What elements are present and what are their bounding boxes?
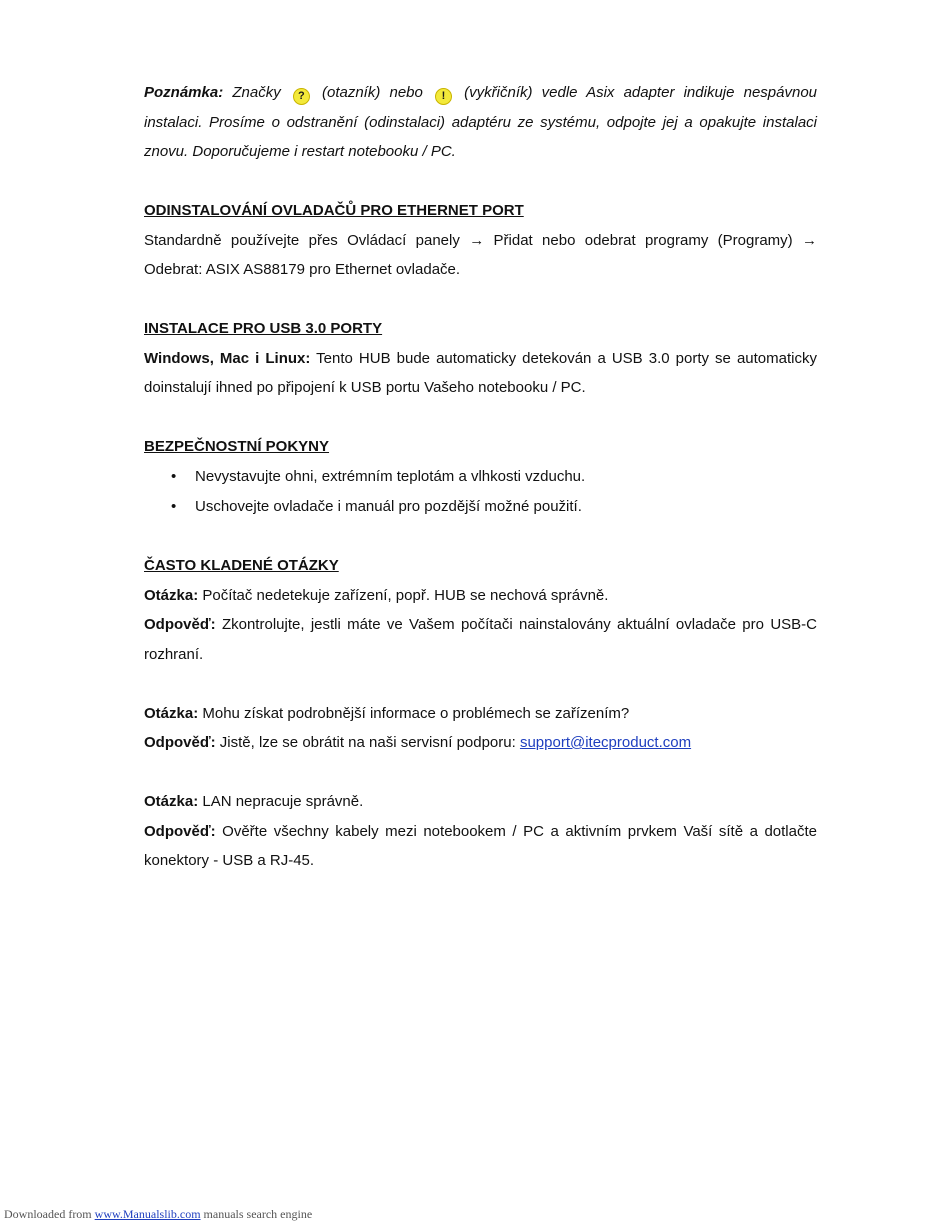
answer-text: Zkontrolujte, jestli máte ve Vašem počítači nainstalovány aktuální ovladače pro USB-C rozhraní. (144, 616, 817, 663)
note-text-1: Značky (223, 84, 290, 101)
usb-heading: INSTALACE PRO USB 3.0 PORTY (144, 320, 383, 337)
note-text-3: (vykřičník) vedle Asix adapter indikuje nespávnou instalaci. Prosíme o odstranění (odinstalaci) adaptéru ze systému, odpojte jej a opakujte instalaci znovu. Doporučujeme i restart notebooku / PC. (144, 84, 817, 160)
question-warning-icon: ? (293, 88, 310, 105)
footer-suffix: manuals search engine (200, 1207, 313, 1221)
footer-prefix: Downloaded from (4, 1207, 95, 1221)
list-item: • Nevystavujte ohni, extrémním teplotám a vlhkosti vzduchu. (144, 462, 817, 492)
uninstall-text: Standardně používejte přes Ovládací panely → Přidat nebo odebrat programy (Programy) → Odebrat: ASIX AS88179 pro Ethernet ovladače. (144, 231, 817, 278)
document-page (144, 78, 817, 876)
faq-answer-1 (144, 610, 817, 669)
answer-label: Odpověď: (144, 616, 216, 633)
question-text: LAN nepracuje správně. (198, 793, 364, 810)
list-item: • Uschovejte ovladače i manuál pro pozdější možné použití. (144, 492, 817, 522)
note-text-2: (otazník) nebo (312, 84, 433, 101)
faq-answer-3 (144, 817, 817, 876)
faq-question-2 (144, 699, 817, 729)
note-label: Poznámka: (144, 84, 224, 101)
question-label: Otázka: (144, 793, 199, 810)
answer-text: Ověřte všechny kabely mezi notebookem / PC a aktivním prvkem Vaší sítě a dotlačte konektory - USB a RJ-45. (144, 822, 817, 869)
usb-text: Tento HUB bude automaticky detekován a USB 3.0 porty se automaticky doinstalují ihned po připojení k USB portu Vašeho notebooku / PC. (144, 349, 817, 396)
answer-text: Jistě, lze se obrátit na naši servisní podporu: (215, 734, 520, 751)
note-paragraph (144, 78, 817, 167)
answer-label: Odpověď: (144, 734, 216, 751)
faq-heading: ČASTO KLADENÉ OTÁZKY (144, 557, 339, 574)
faq-question-1 (144, 581, 817, 611)
answer-label: Odpověď: (144, 822, 216, 840)
question-label: Otázka: (144, 586, 199, 604)
exclamation-warning-icon: ! (435, 88, 452, 105)
uninstall-heading: ODINSTALOVÁNÍ OVLADAČŮ PRO ETHERNET PORT (144, 202, 524, 219)
manualslib-link[interactable]: www.Manualslib.com (94, 1207, 201, 1221)
support-email-link[interactable]: support@itecproduct.com (519, 734, 692, 751)
faq-question-3 (144, 787, 817, 817)
footer (4, 1207, 312, 1222)
faq-answer-2 (144, 728, 817, 758)
safety-list (144, 462, 817, 522)
question-label: Otázka: (144, 704, 199, 722)
safety-heading: BEZPEČNOSTNÍ POKYNY (144, 438, 330, 455)
question-text: Počítač nedetekuje zařízení, popř. HUB se nechová správně. (198, 586, 609, 604)
question-text: Mohu získat podrobnější informace o problémech se zařízením? (198, 704, 630, 722)
usb-paragraph (144, 344, 817, 403)
usb-label: Windows, Mac i Linux: (144, 349, 311, 367)
